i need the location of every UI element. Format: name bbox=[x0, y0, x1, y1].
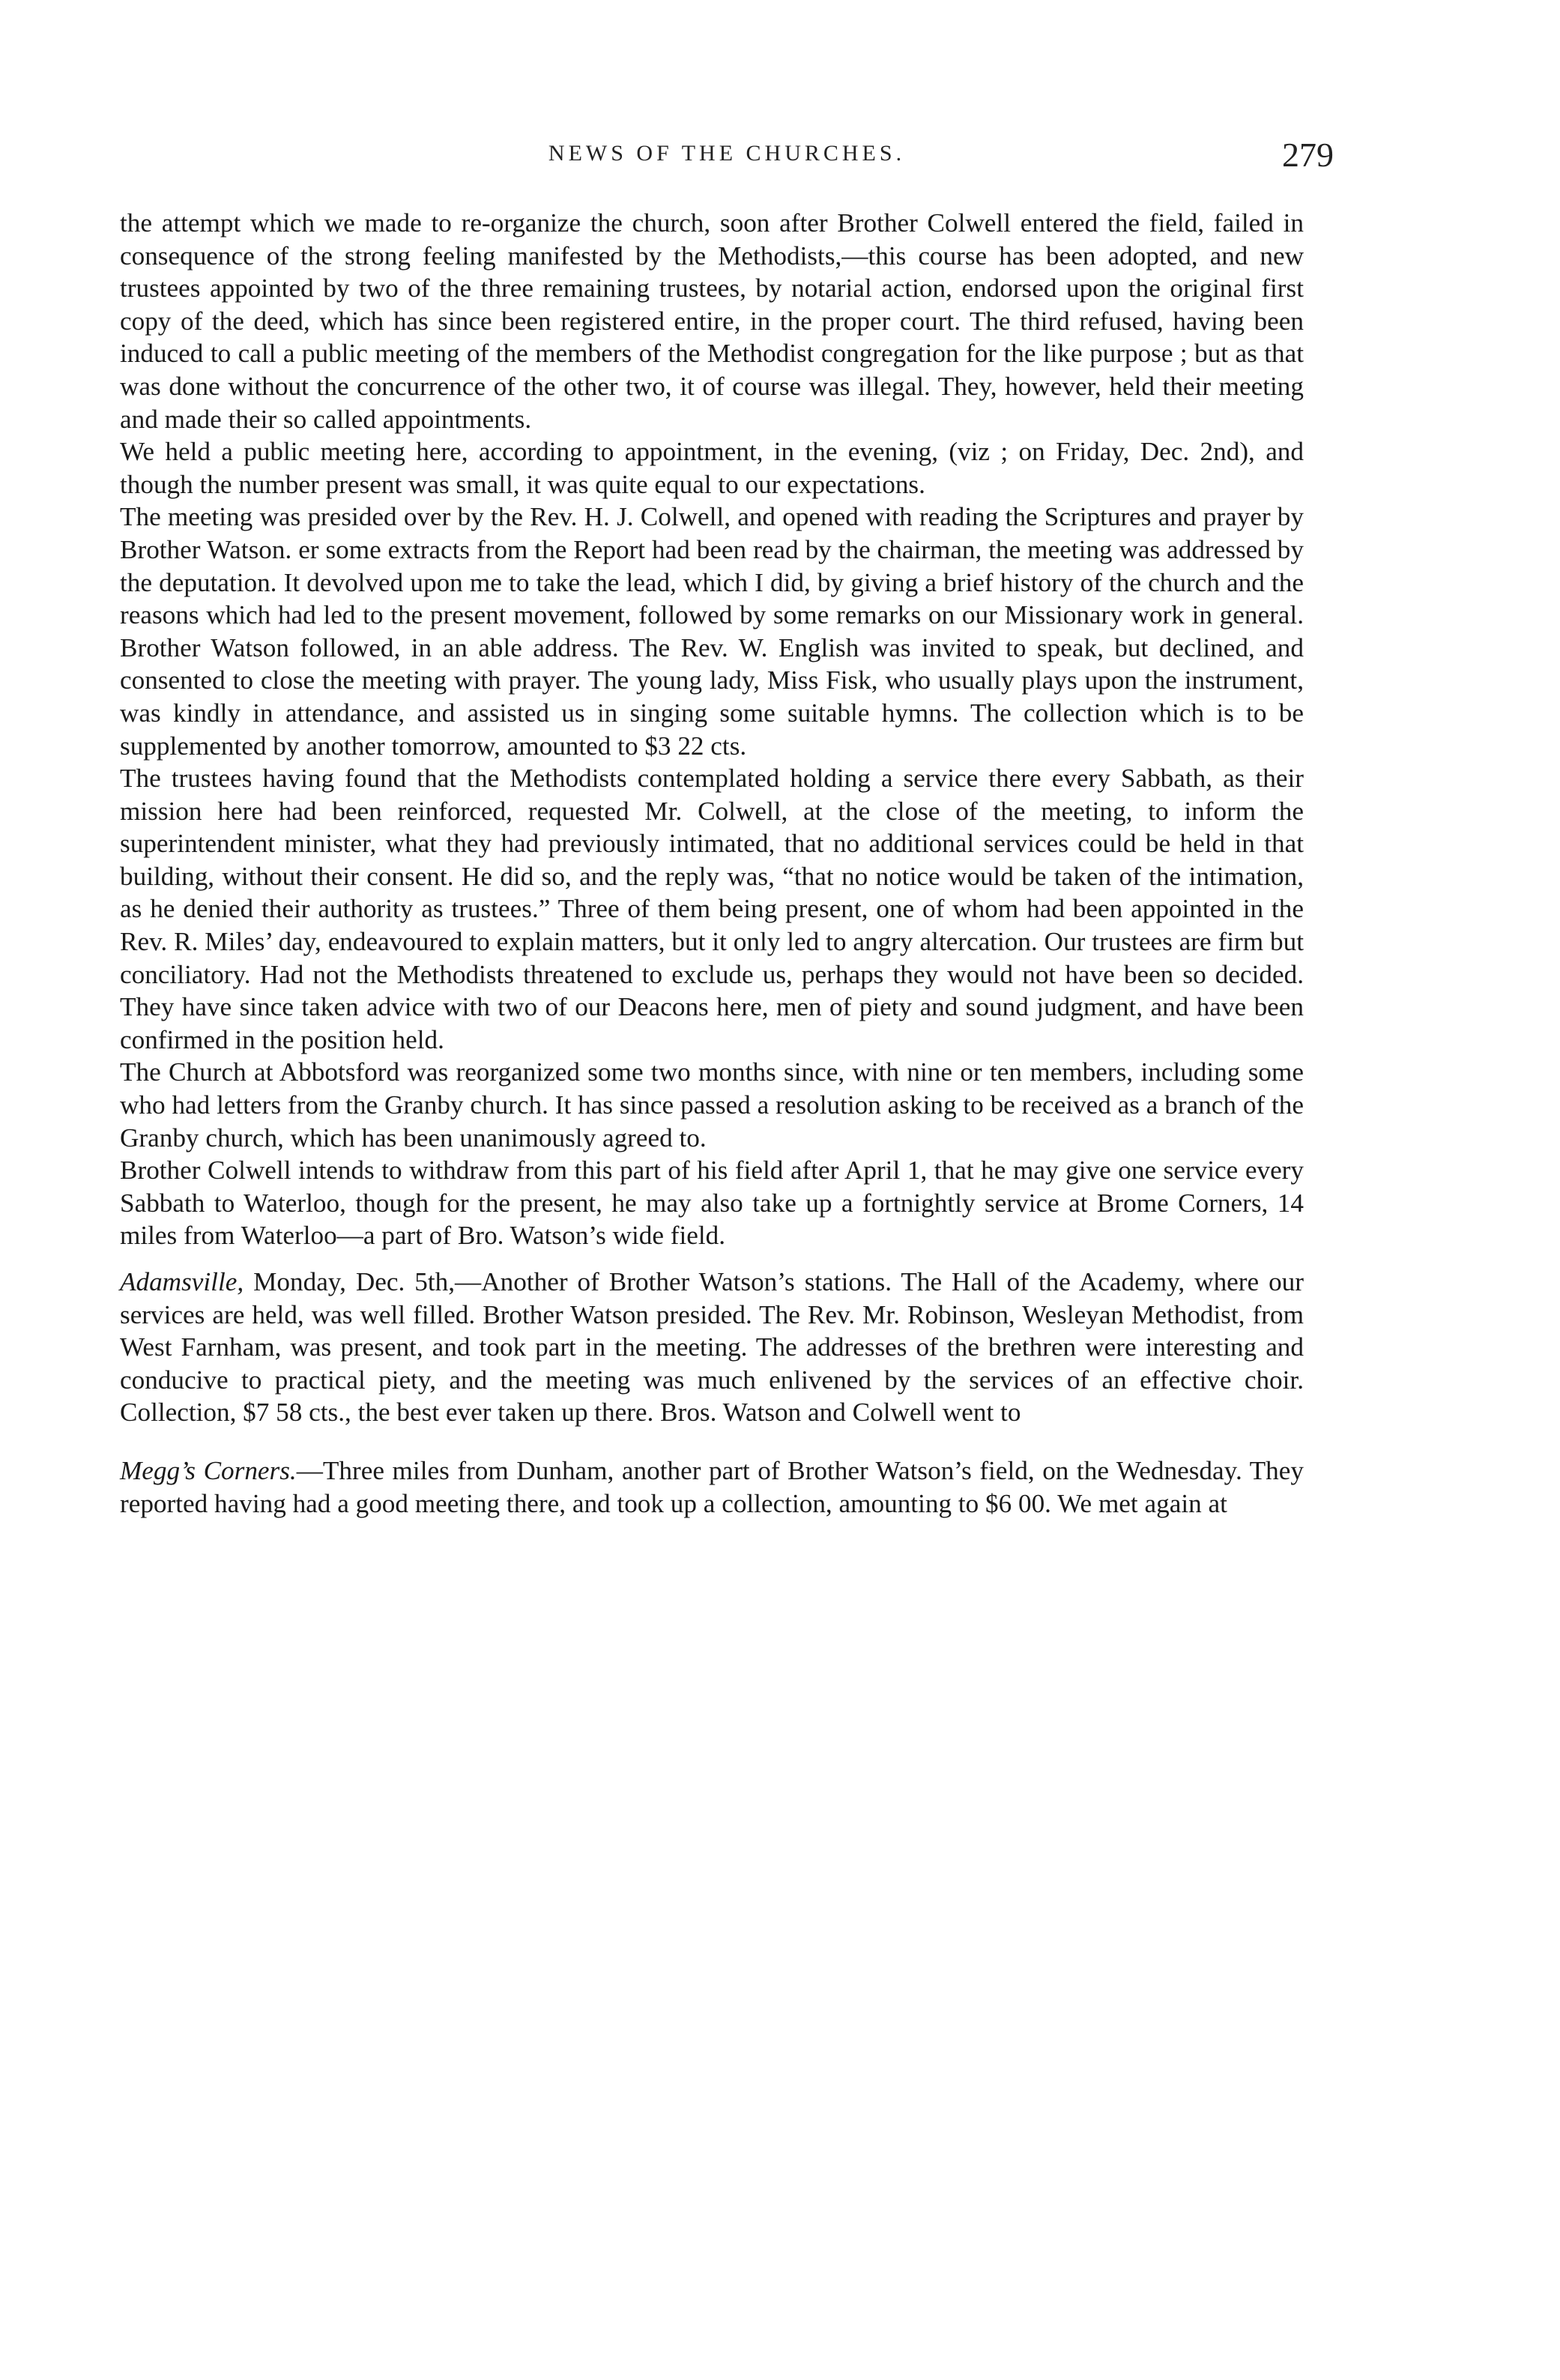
paragraph-text: The Church at Abbotsford was reorganized some two months since, with nine or ten members, including some who had letters from the Granby church. It has since passed a resolution asking to be received as a branch of the Granby church, which has been unanimously agreed to. bbox=[120, 1057, 1304, 1153]
paragraph-trustees-deed bbox=[120, 207, 1304, 435]
paragraph-text: The trustees having found that the Methodists contemplated holding a service there every Sabbath, as their mission here had been reinforced, requested Mr. Colwell, at the close of the meeting, to inform the superintendent minister, what they had previously intimated, that no additional services could be held in that building, without their consent. He did so, and the reply was, “that no notice would be taken of the intimation, as he denied their authority as trustees.” Three of them being present, one of whom had been appointed in the Rev. R. Miles’ day, endeavoured to explain matters, but it only led to angry altercation. Our trustees are firm but conciliatory. Had not the Methodists threatened to exclude us, perhaps they would not have been so decided. They have since taken advice with two of our Deacons here, men of piety and sound judgment, and have been confirmed in the position held. bbox=[120, 764, 1304, 1054]
paragraph-lead: Megg’s Corners. bbox=[120, 1455, 297, 1485]
paragraph-text: We held a public meeting here, according to appointment, in the evening, (viz ; on Friday, Dec. 2nd), and though the number present was small, it was quite equal to our expectations. bbox=[120, 437, 1304, 499]
paragraph-lead: Adamsville, bbox=[120, 1267, 244, 1296]
body-text bbox=[120, 207, 1304, 1520]
paragraph-text: Monday, Dec. 5th,—Another of Brother Watson’s stations. The Hall of the Academy, where our services are held, was well filled. Brother Watson presided. The Rev. Mr. Robinson, Wesleyan Methodist, from West Farnham, was present, and took part in the meeting. The addresses of the brethren were interesting and conducive to practical piety, and the meeting was much enlivened by the services of an effective choir. Collection, $7 58 cts., the best ever taken up there. Bros. Watson and Colwell went to bbox=[120, 1267, 1304, 1428]
paragraph-meggs-corners bbox=[120, 1455, 1304, 1520]
paragraph-text: the attempt which we made to re-organize the church, soon after Brother Colwell entered the field, failed in consequence of the strong feeling manifested by the Methodists,—this course has been adopted, and new trustees appointed by two of the three remaining trustees, by notarial action, endorsed upon the original first copy of the deed, which has since been registered entire, in the proper court. The third refused, having been induced to call a public meeting of the members of the Methodist congregation for the like purpose ; but as that was done without the concurrence of the other two, it of course was illegal. They, however, held their meeting and made their so called appointments. bbox=[120, 208, 1304, 434]
running-title: NEWS OF THE CHURCHES. bbox=[548, 141, 906, 166]
paragraph-meeting-proceedings bbox=[120, 501, 1304, 762]
paragraph-abbotsford bbox=[120, 1056, 1304, 1154]
paragraph-text: —Three miles from Dunham, another part of Brother Watson’s field, on the Wednesday. They reported having had a good meeting there, and took up a collection, amounting to $6 00. We met again at bbox=[120, 1455, 1304, 1518]
page-number: 279 bbox=[1282, 136, 1334, 174]
paragraph-public-meeting bbox=[120, 435, 1304, 501]
paragraph-adamsville bbox=[120, 1266, 1304, 1429]
paragraph-colwell-plans bbox=[120, 1154, 1304, 1252]
paragraph-text: The meeting was presided over by the Rev. H. J. Colwell, and opened with reading the Scriptures and prayer by Brother Watson. er some extracts from the Report had been read by the chairman, the meeting was addressed by the deputation. It devolved upon me to take the lead, which I did, by giving a brief history of the church and the reasons which had led to the present movement, followed by some remarks on our Missionary work in general. Brother Watson followed, in an able address. The Rev. W. English was invited to speak, but declined, and consented to close the meeting with prayer. The young lady, Miss Fisk, who usually plays upon the instrument, was kindly in attendance, and assisted us in singing some suitable hymns. The collection which is to be supplemented by another tomorrow, amounted to $3 22 cts. bbox=[120, 502, 1304, 761]
running-head bbox=[120, 135, 1334, 180]
paragraph-text: Brother Colwell intends to withdraw from this part of his field after April 1, that he may give one service every Sabbath to Waterloo, though for the present, he may also take up a fortnightly service at Brome Corners, 14 miles from Waterloo—a part of Bro. Watson’s wide field. bbox=[120, 1156, 1304, 1251]
paragraph-trustees-methodists bbox=[120, 762, 1304, 1056]
